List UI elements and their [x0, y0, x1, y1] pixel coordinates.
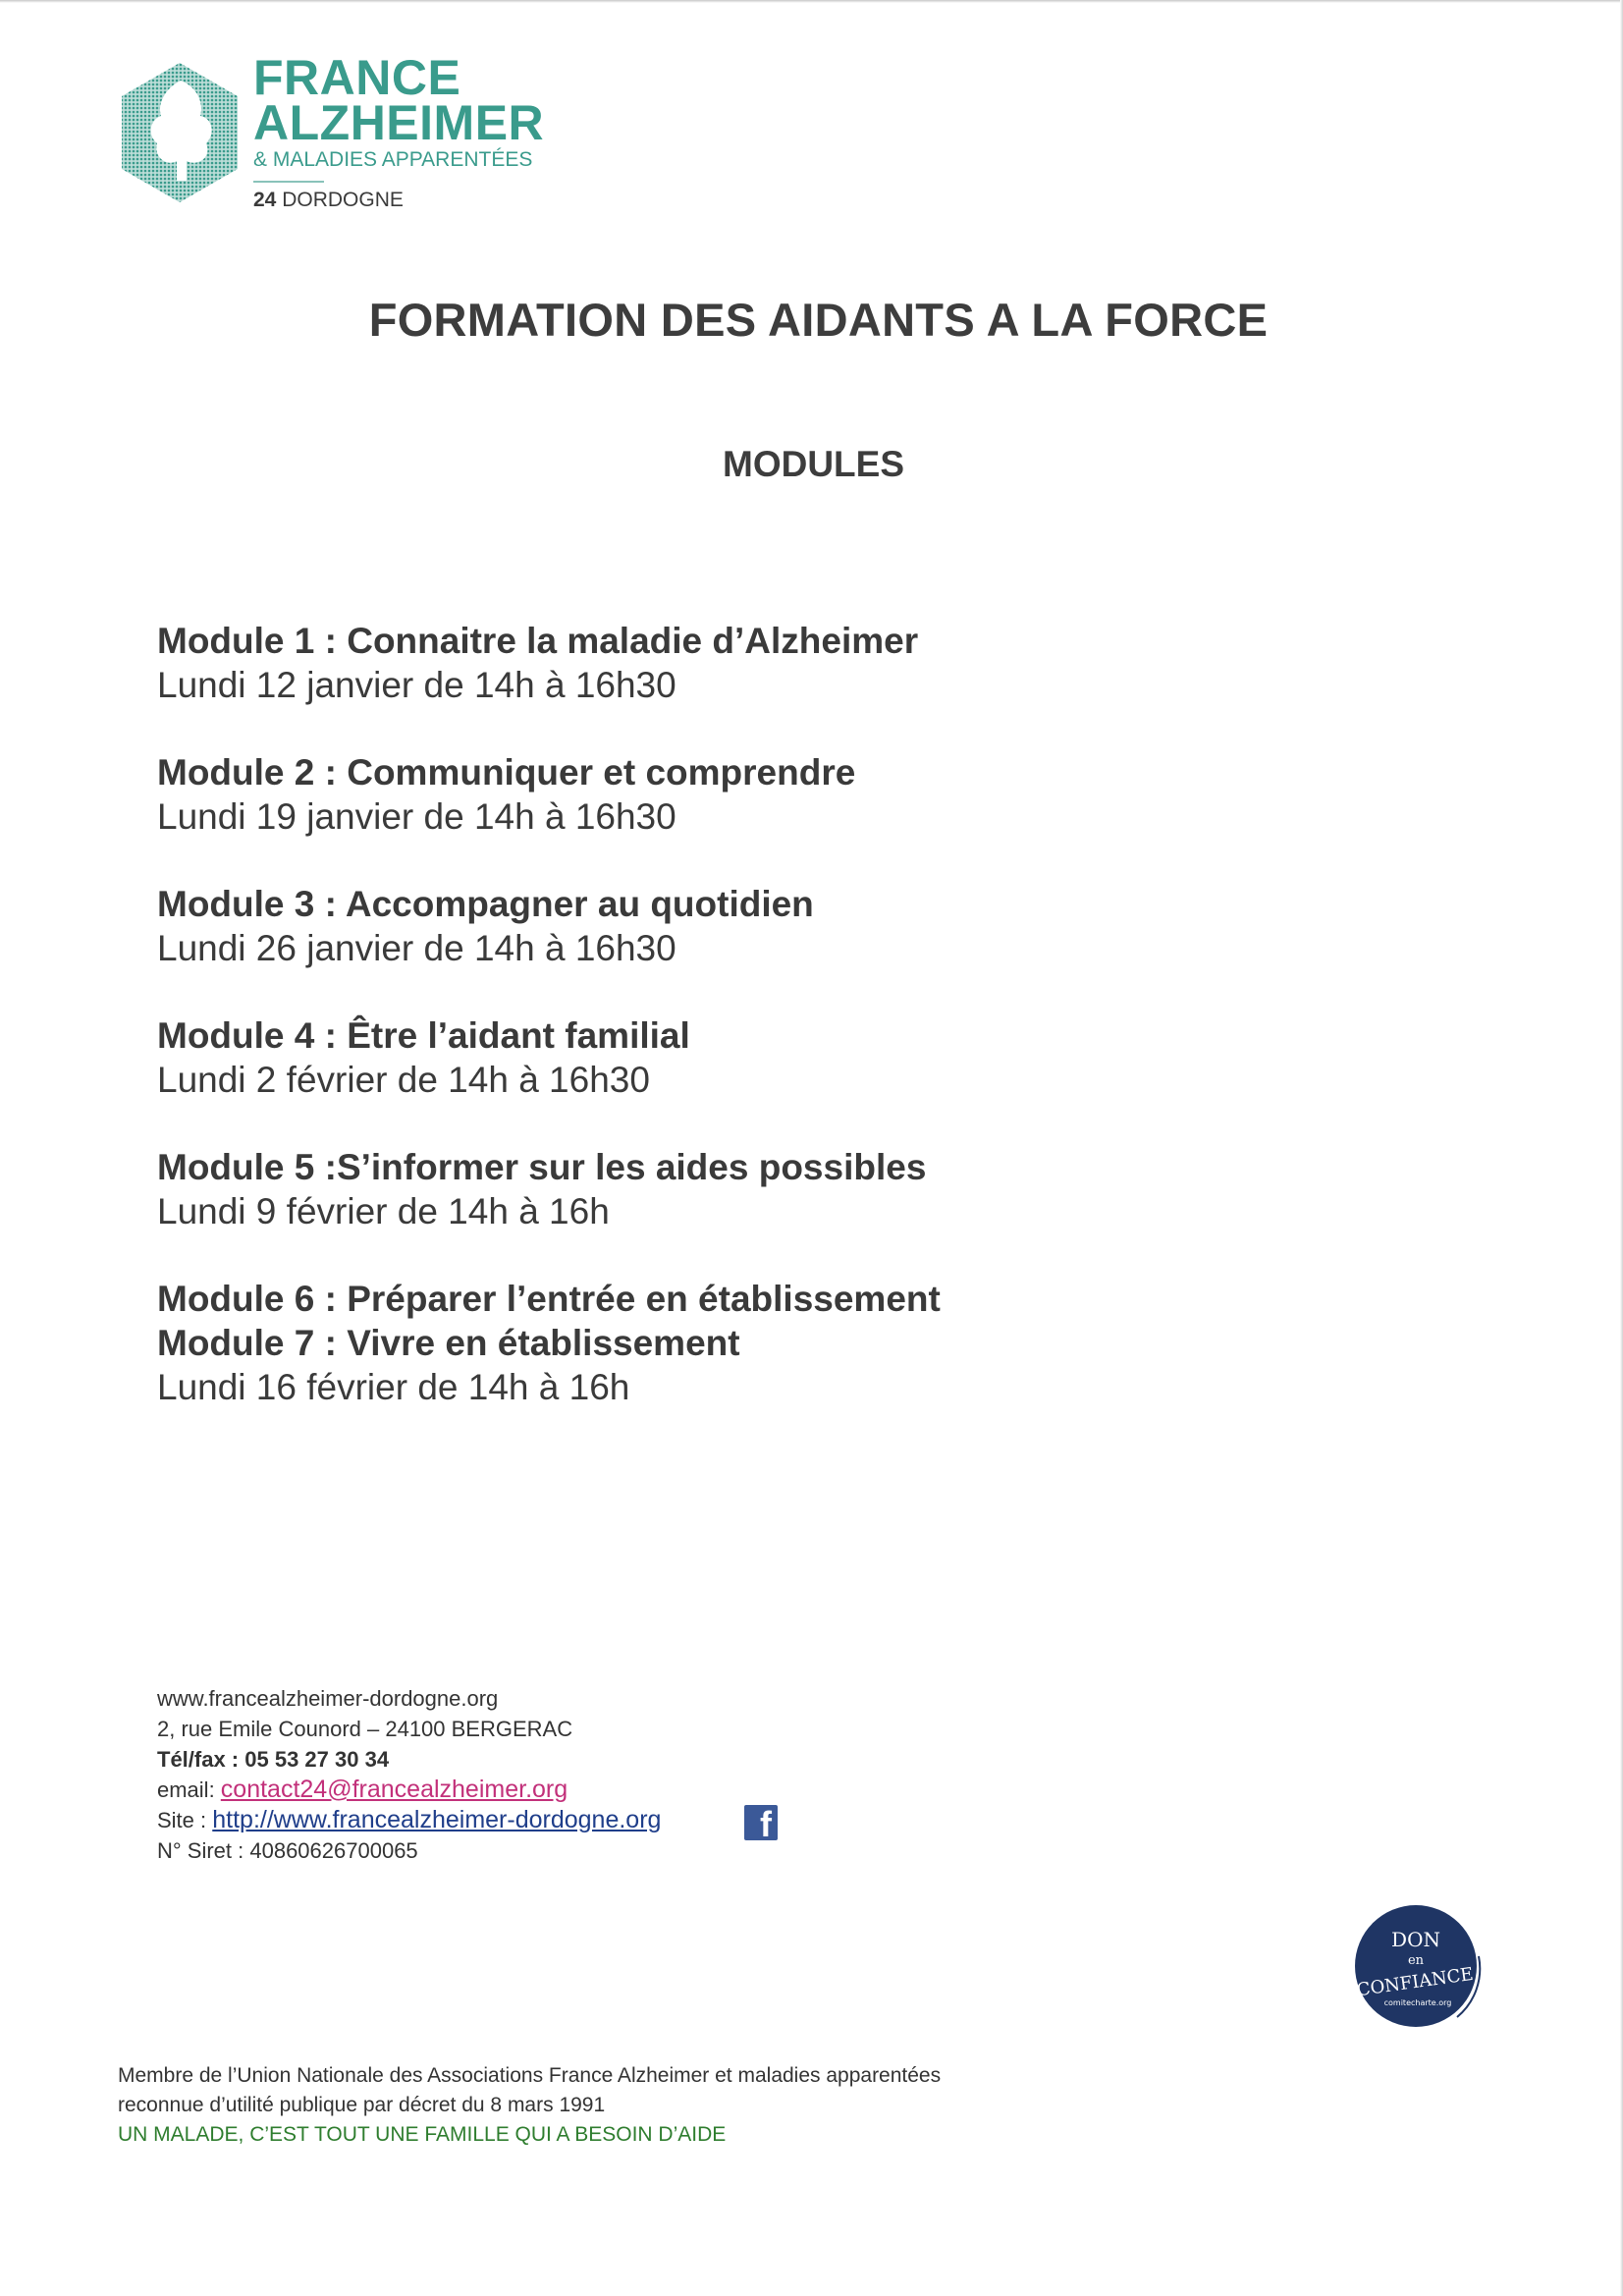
site-line [157, 1805, 661, 1835]
site-link[interactable]: http://www.francealzheimer-dordogne.org [212, 1806, 662, 1833]
email-label: email: [157, 1777, 221, 1802]
badge-don: DON [1391, 1928, 1440, 1951]
module-date: Lundi 2 février de 14h à 16h30 [157, 1060, 650, 1100]
logo-dept-name: DORDOGNE [282, 189, 404, 211]
module-title: Module 1 : Connaitre la maladie d’Alzheimer [157, 621, 919, 661]
module-title: Module 3 : Accompagner au quotidien [157, 884, 814, 924]
page-title: FORMATION DES AIDANTS A LA FORCE [368, 294, 1269, 346]
contact-info [157, 1683, 661, 1866]
module-date: Lundi 9 février de 14h à 16h [157, 1191, 610, 1231]
module-item [157, 882, 1335, 970]
logo-department [253, 189, 544, 212]
module-title: Module 2 : Communiquer et comprendre [157, 752, 856, 793]
module-item [157, 1145, 1335, 1233]
module-item [157, 619, 1335, 707]
facebook-icon[interactable]: f [744, 1805, 778, 1840]
badge-en: en [1407, 1953, 1425, 1968]
logo-alzheimer: ALZHEIMER [253, 95, 545, 150]
phone-text: Tél/fax : 05 53 27 30 34 [157, 1747, 390, 1772]
membership-line1: Membre de l’Union Nationale des Associations France Alzheimer et maladies apparentées [118, 2064, 942, 2087]
email-line [157, 1775, 661, 1805]
module-title-secondary: Module 7 : Vivre en établissement [157, 1323, 740, 1363]
page-subtitle: MODULES [723, 444, 904, 484]
logo-france: FRANCE [253, 50, 461, 105]
site-label: Site : [157, 1808, 213, 1832]
logo-dept-number: 24 [253, 189, 277, 211]
module-title: Module 6 : Préparer l’entrée en établissement [157, 1279, 941, 1319]
don-en-confiance-badge [1349, 1897, 1487, 2035]
module-title: Module 5 :S’informer sur les aides possibles [157, 1147, 927, 1187]
siret-text: N° Siret : 40860626700065 [157, 1838, 418, 1863]
badge-confiance: CONFIANCE [1355, 1963, 1475, 2001]
module-date: Lundi 12 janvier de 14h à 16h30 [157, 665, 676, 705]
module-date: Lundi 19 janvier de 14h à 16h30 [157, 796, 676, 837]
membership-footer [118, 2061, 941, 2150]
website-text: www.francealzheimer-dordogne.org [157, 1686, 499, 1711]
module-date: Lundi 26 janvier de 14h à 16h30 [157, 928, 676, 968]
badge-url: comitecharte.org [1383, 1998, 1452, 2007]
france-alzheimer-logo [116, 50, 568, 212]
page-title-wrap [0, 293, 1623, 347]
scan-edge-top [0, 0, 1623, 3]
modules-list [157, 619, 1335, 1452]
address-text: 2, rue Emile Counord – 24100 BERGERAC [157, 1717, 573, 1741]
membership-line2: reconnue d’utilité publique par décret du 8 mars 1991 [118, 2094, 606, 2116]
module-title: Module 4 : Être l’aidant familial [157, 1015, 690, 1056]
email-link[interactable]: contact24@francealzheimer.org [220, 1776, 568, 1803]
module-item [157, 750, 1335, 839]
logo-maladies: & MALADIES APPARENTÉES [253, 148, 533, 171]
hexagon-tree-logo-icon [116, 59, 243, 206]
module-item [157, 1013, 1335, 1102]
logo-divider [253, 181, 324, 183]
slogan: UN MALADE, C’EST TOUT UNE FAMILLE QUI A BESOIN D’AIDE [118, 2123, 727, 2146]
module-date: Lundi 16 février de 14h à 16h [157, 1367, 630, 1407]
module-item [157, 1277, 1335, 1409]
